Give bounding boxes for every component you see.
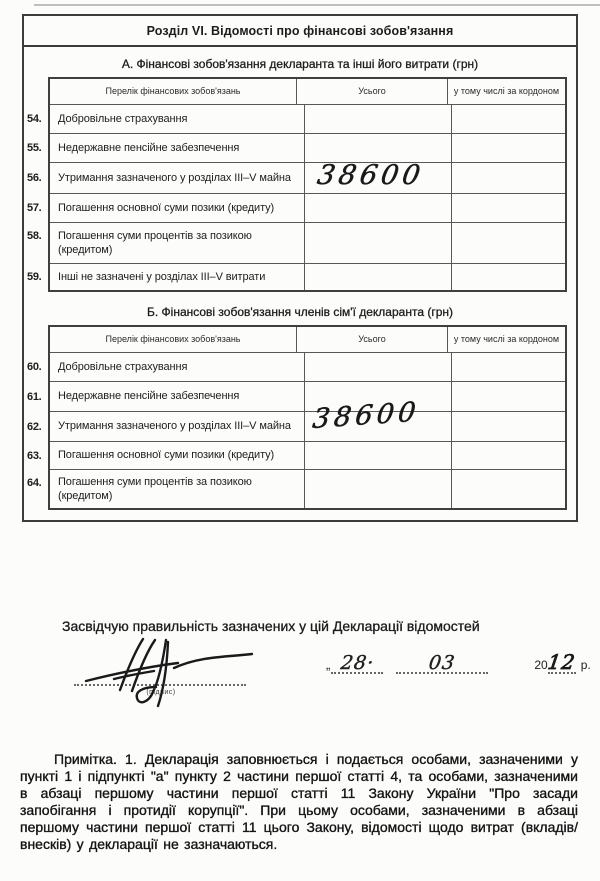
row-number: 57. — [27, 202, 42, 214]
total-cell — [304, 160, 451, 193]
column-header-list: Перелік фінансових зобов'язань — [105, 334, 241, 345]
obligation-label: Утримання зазначеного у розділах III–V майна — [58, 420, 291, 433]
obligation-label: Погашення суми процентів за позикою (кредитом) — [58, 229, 252, 256]
total-cell — [304, 223, 451, 263]
table-row — [27, 133, 565, 162]
obligation-label: Добровільне страхування — [58, 112, 188, 125]
obligations-table-b — [27, 325, 567, 510]
total-cell — [304, 396, 451, 441]
abroad-cell — [451, 264, 565, 290]
form-border — [22, 14, 578, 522]
row-number: 64. — [27, 477, 42, 489]
abroad-cell — [451, 223, 565, 263]
obligation-label: Утримання зазначеного у розділах III–V майна — [58, 171, 291, 184]
handwritten-day: 28· — [339, 652, 376, 674]
subsection-b-heading: Б. Фінансові зобов'язання членів сім'ї декларанта (грн) — [146, 305, 453, 319]
row-number: 60. — [27, 361, 42, 373]
obligations-table-a — [27, 77, 567, 292]
table-row — [27, 222, 565, 263]
column-header-list: Перелік фінансових зобов'язань — [105, 86, 241, 97]
abroad-cell — [451, 134, 565, 162]
table-header-row — [50, 327, 565, 352]
total-cell — [304, 134, 451, 162]
obligation-label: Погашення основної суми позики (кредиту) — [58, 449, 275, 462]
table-row — [27, 263, 565, 290]
day-line — [331, 652, 383, 674]
year-prefix: 20 — [534, 658, 548, 672]
date-block — [326, 650, 591, 674]
total-cell — [304, 442, 451, 469]
section-title: Розділ VI. Відомості про фінансові зобов'язання — [24, 16, 576, 47]
total-cell — [304, 470, 451, 508]
row-number: 54. — [27, 113, 42, 125]
abroad-cell — [451, 194, 565, 222]
signature-scribble — [80, 630, 260, 710]
certification-statement: Засвідчую правильність зазначених у цій Декларації відомостей — [62, 618, 480, 634]
year-line — [548, 650, 576, 674]
column-header-abroad: у тому числі за кордоном — [447, 327, 565, 352]
total-cell — [304, 105, 451, 133]
row-number: 58. — [27, 230, 42, 242]
total-cell — [304, 353, 451, 381]
table-row — [27, 160, 565, 193]
note-paragraph: Примітка. 1. Декларація заповнюється і подається особами, зазначеними у пункті 1 і підпункті "а" пункту 2 частини першої статті 4, та особами, зазначеними в абзаці першому частини першої статті 11 Закону України "Про засади запобігання і протидії корупції". При цьому особами, зазначеними в абзаці першому частини першої статті 11 цього Закону, відомості щодо витрат (вкладів/внесків) у декларації не зазначаються. — [20, 751, 578, 852]
table-row — [27, 193, 565, 222]
obligation-label: Недержавне пенсійне забезпечення — [58, 141, 240, 154]
table-row — [27, 441, 565, 469]
obligation-label: Інші не зазначені у розділах III–V витрати — [58, 270, 266, 283]
handwritten-total-value: 38600 — [315, 160, 427, 191]
table-header-row — [50, 79, 565, 104]
abroad-cell — [451, 442, 565, 469]
abroad-cell — [451, 412, 565, 441]
row-number: 56. — [27, 172, 42, 184]
signature-caption: (підпис) — [146, 689, 176, 696]
obligation-label: Добровільне страхування — [58, 360, 188, 373]
abroad-cell — [451, 105, 565, 133]
open-quote: „ — [326, 657, 331, 672]
table-row — [27, 352, 565, 381]
abroad-cell — [451, 163, 565, 193]
table-row — [27, 469, 565, 508]
column-header-abroad: у тому числі за кордоном — [447, 79, 565, 104]
abroad-cell — [451, 353, 565, 381]
obligation-label: Недержавне пенсійне забезпечення — [58, 390, 240, 403]
obligation-label: Погашення основної суми позики (кредиту) — [58, 201, 275, 214]
abroad-cell — [451, 382, 565, 411]
table-row — [27, 381, 565, 411]
handwritten-total-value: 38600 — [311, 396, 422, 435]
month-line — [396, 652, 488, 674]
year-suffix: р. — [580, 658, 591, 672]
handwritten-month: 03 — [427, 652, 457, 674]
column-header-total: Усього — [296, 327, 447, 352]
scan-artifact-line — [34, 4, 600, 6]
row-number: 63. — [27, 449, 42, 462]
row-number: 61. — [27, 390, 42, 403]
total-cell — [304, 264, 451, 290]
table-row — [27, 104, 565, 133]
row-number: 59. — [27, 271, 42, 283]
handwritten-year: 12 — [546, 650, 578, 674]
column-header-total: Усього — [296, 79, 447, 104]
row-number: 55. — [27, 142, 42, 154]
obligation-label: Погашення суми процентів за позикою (кредитом) — [58, 475, 252, 502]
subsection-a-heading: А. Фінансові зобов'язання декларанта та інші його витрати (грн) — [121, 57, 479, 71]
total-cell — [304, 194, 451, 222]
abroad-cell — [451, 470, 565, 508]
row-number: 62. — [27, 420, 42, 433]
